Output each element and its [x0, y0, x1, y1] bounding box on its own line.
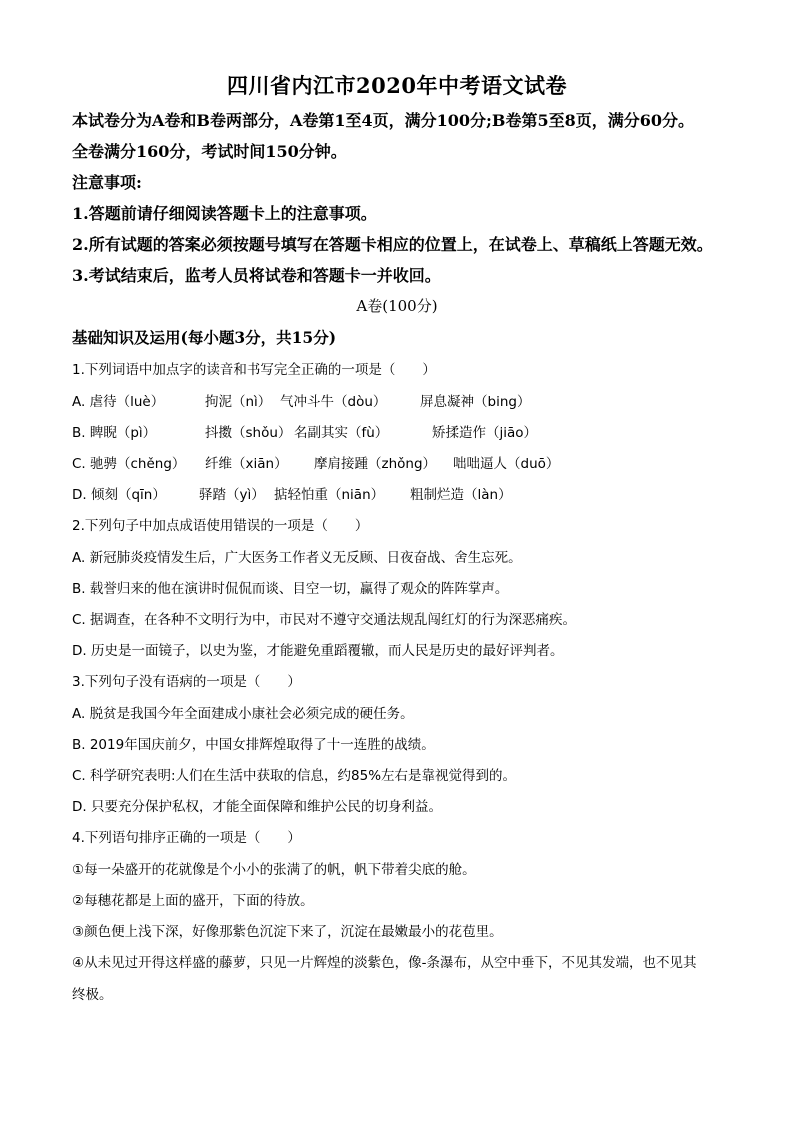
q1-stem: 1.下列词语中加点字的读音和书写完全正确的一项是（ ） — [72, 362, 436, 378]
q4-stem: 4.下列语句排序正确的一项是（ ） — [72, 830, 301, 846]
q1-d-4: 粗制烂造（làn） — [410, 487, 512, 503]
q1-a-4: 屏息凝神（bing） — [420, 394, 531, 410]
q4-item-4: ④从未见过开得这样盛的藤萝，只见一片辉煌的淡紫色，像-条瀑布，从空中垂下，不见其发端，也不见其 — [72, 955, 697, 971]
q2-option-a: A. 新冠肺炎疫情发生后，广大医务工作者义无反顾、日夜奋战、舍生忘死。 — [72, 550, 522, 566]
q3-stem: 3.下列句子没有语病的一项是（ ） — [72, 674, 301, 690]
section-a-heading: A卷(100分) — [356, 297, 438, 315]
q1-d-2: 驿踏（yì） — [199, 487, 265, 503]
q3-option-b: B. 2019年国庆前夕，中国女排辉煌取得了十一连胜的战绩。 — [72, 737, 435, 753]
q1-a-2: 拘泥（nì） — [205, 394, 272, 410]
q3-option-a: A. 脱贫是我国今年全面建成小康社会必须完成的硬任务。 — [72, 706, 414, 722]
q1-a-3: 气冲斗牛（dòu） — [280, 394, 387, 410]
q4-item-1: ①每一朵盛开的花就像是个小小的张满了的帆，帆下带着尖底的舱。 — [72, 862, 476, 878]
q1-b-3: 名副其实（fù） — [294, 425, 389, 441]
q4-item-3: ③颜色便上浅下深，好像那紫色沉淀下来了，沉淀在最嫩最小的花苞里。 — [72, 924, 503, 940]
note-1: 1.答题前请仔细阅读答题卡上的注意事项。 — [72, 204, 377, 223]
q1-c-4: 咄咄逼人（duō） — [453, 456, 560, 472]
q1-c-1: C. 驰骋（chěng） — [72, 456, 186, 472]
q4-item-4-cont: 终极。 — [72, 987, 113, 1003]
q1-d-3: 掂轻怕重（niān） — [274, 487, 385, 503]
q3-option-c: C. 科学研究表明:人们在生活中获取的信息，约85%左右是靠视觉得到的。 — [72, 768, 517, 784]
notes-heading: 注意事项: — [72, 173, 142, 192]
q1-b-2: 抖擞（shǒu） — [205, 425, 292, 441]
intro-line-1: 本试卷分为A卷和B卷两部分，A卷第1至4页，满分100分;B卷第5至8页，满分60分。 — [72, 111, 694, 130]
q1-b-1: B. 睥睨（pì） — [72, 425, 157, 441]
intro-line-2: 全卷满分160分，考试时间150分钟。 — [72, 142, 347, 161]
q1-c-3: 摩肩接踵（zhǒng） — [314, 456, 437, 472]
q1-d-1: D. 倾刻（qīn） — [72, 487, 166, 503]
note-3: 3.考试结束后，监考人员将试卷和答题卡一并收回。 — [72, 266, 441, 285]
q2-option-c: C. 据调查，在各种不文明行为中，市民对不遵守交通法规乱闯红灯的行为深恶痛疾。 — [72, 612, 577, 628]
q1-c-2: 纤维（xiān） — [205, 456, 288, 472]
q3-option-d: D. 只要充分保护私权，才能全面保障和维护公民的切身利益。 — [72, 799, 442, 815]
q1-a-1: A. 虐待（luè） — [72, 394, 165, 410]
q2-option-d: D. 历史是一面镜子，以史为鉴，才能避免重蹈覆辙，而人民是历史的最好评判者。 — [72, 643, 564, 659]
q2-option-b: B. 载誉归来的他在演讲时侃侃而谈、目空一切，赢得了观众的阵阵掌声。 — [72, 581, 509, 597]
note-2: 2.所有试题的答案必须按题号填写在答题卡相应的位置上，在试卷上、草稿纸上答题无效。 — [72, 235, 713, 254]
q2-stem: 2.下列句子中加点成语使用错误的一项是（ ） — [72, 518, 369, 534]
part-heading: 基础知识及运用(每小题3分，共15分) — [72, 328, 337, 347]
page-title: 四川省内江市2020年中考语文试卷 — [227, 73, 567, 98]
q1-b-4: 矫揉造作（jiāo） — [432, 425, 538, 441]
q4-item-2: ②每穗花都是上面的盛开，下面的待放。 — [72, 893, 314, 909]
